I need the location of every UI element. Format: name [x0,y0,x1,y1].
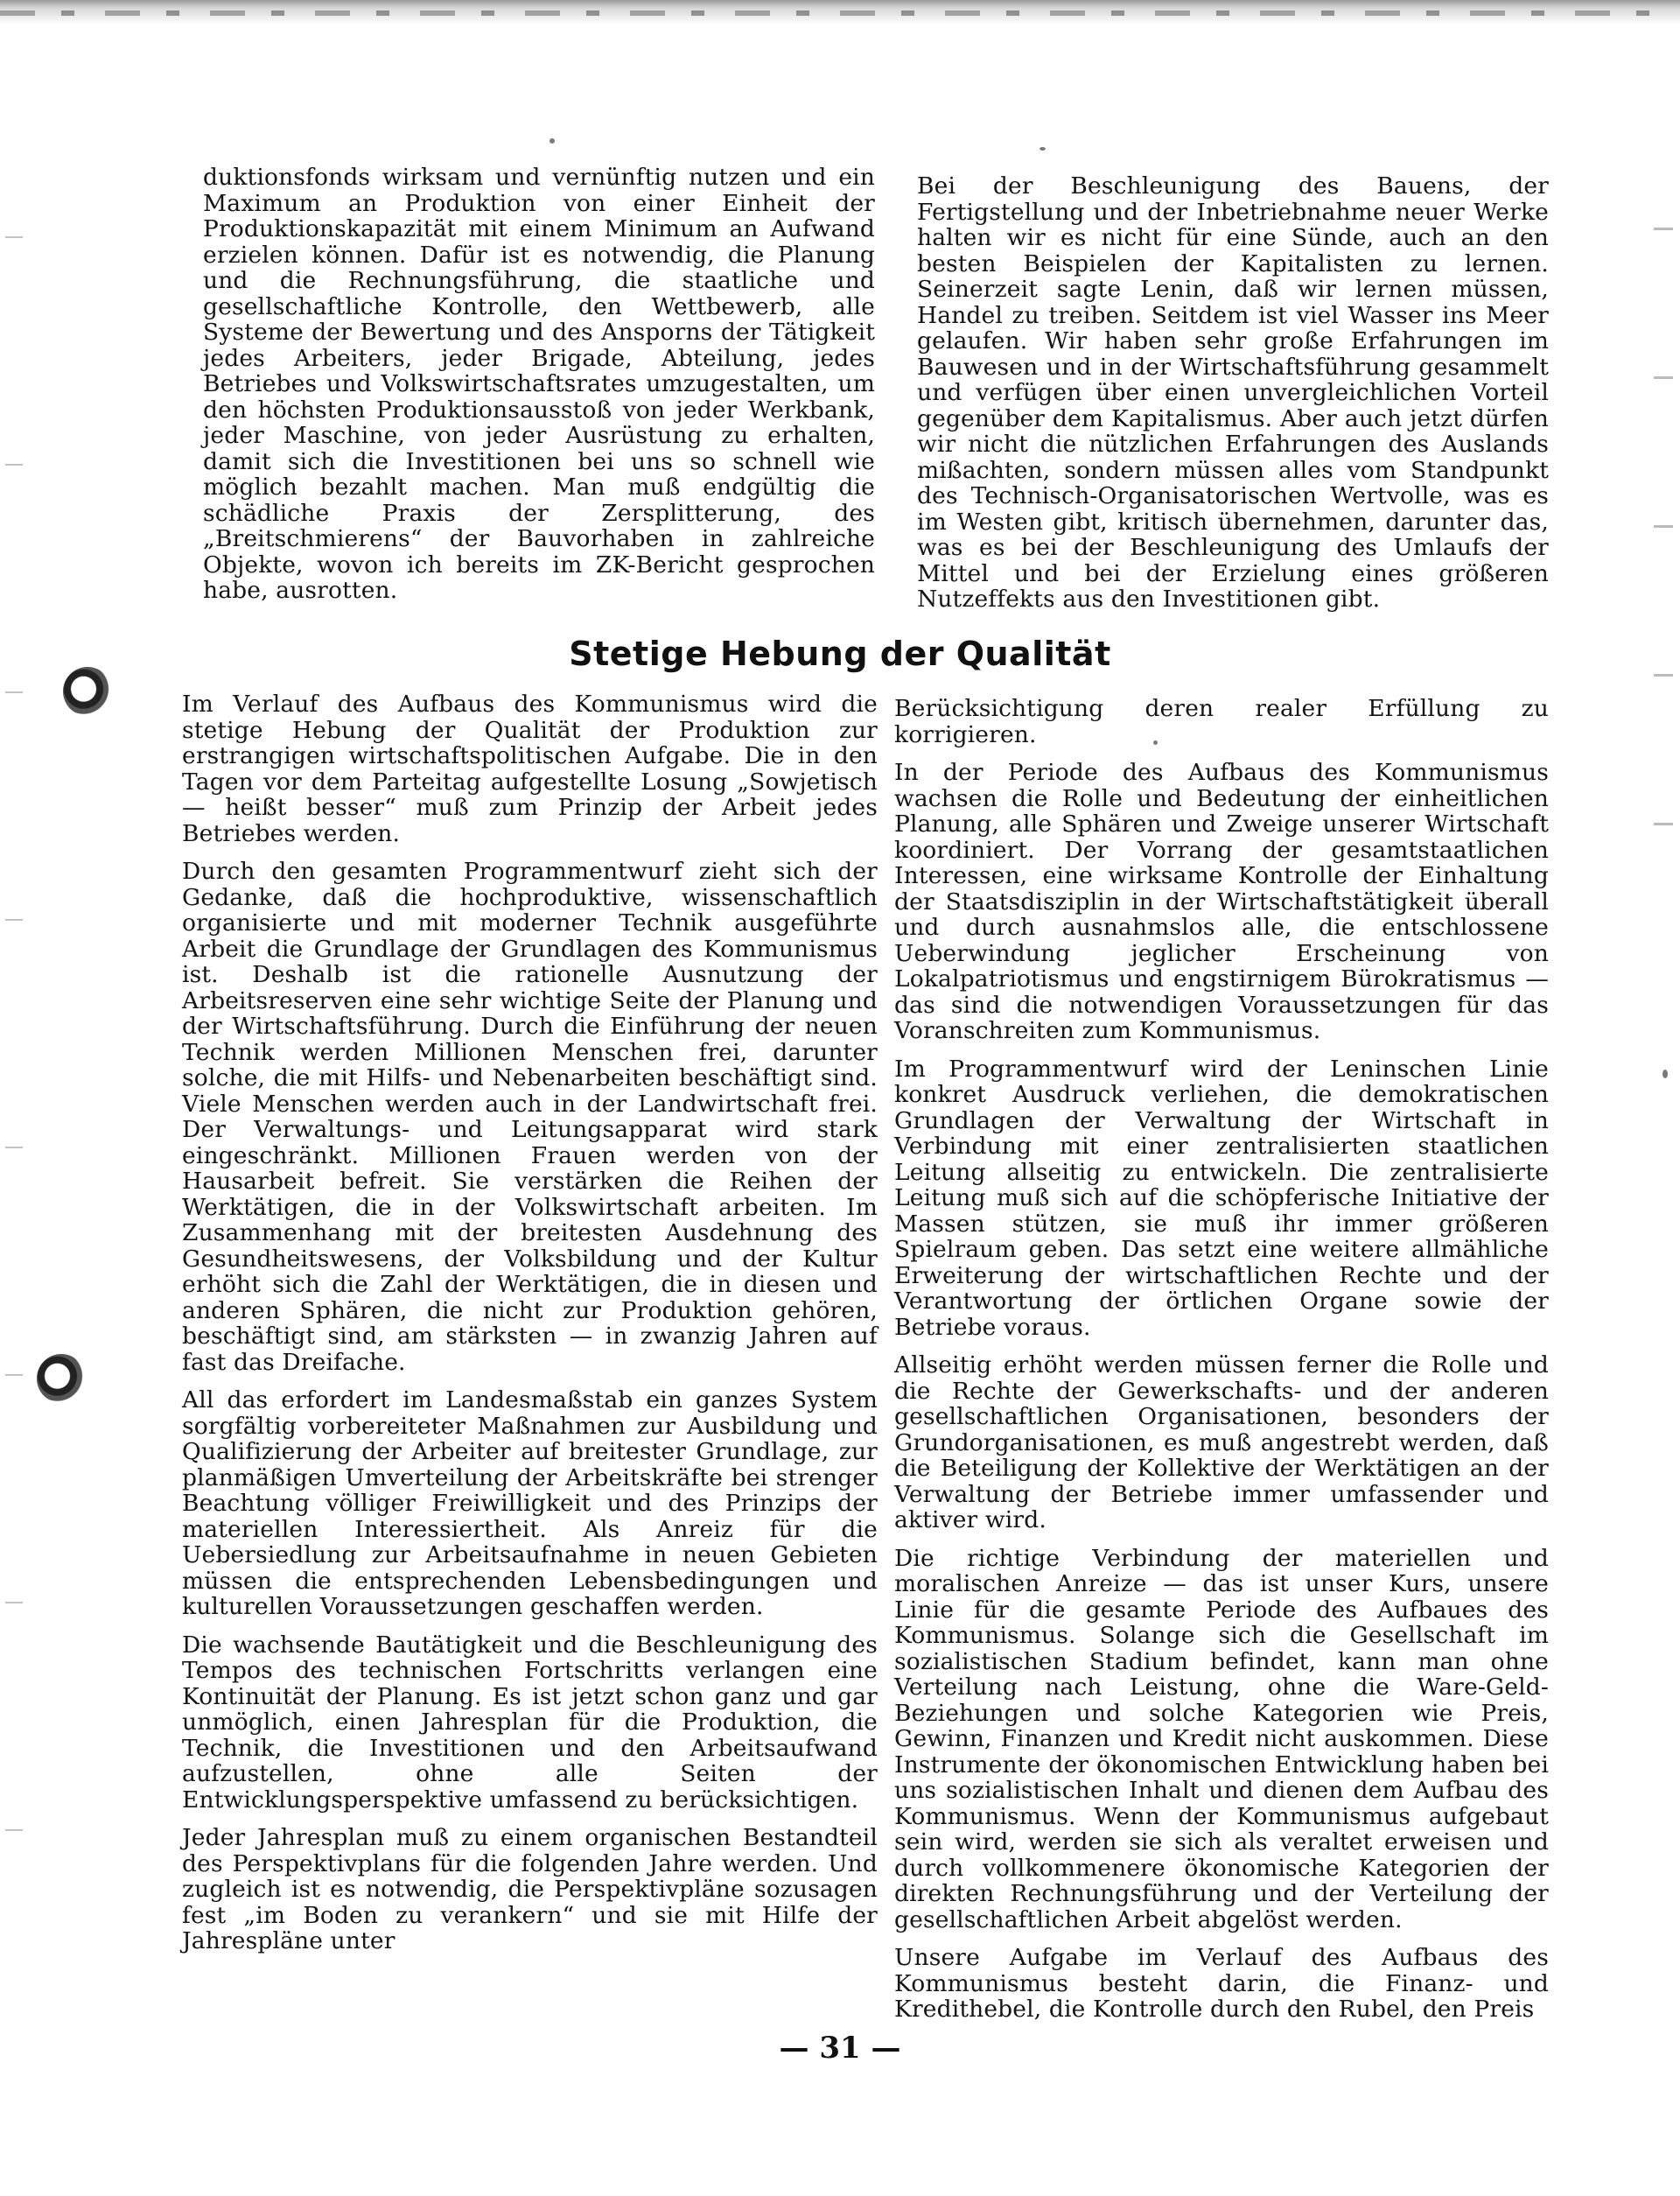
paragraph: Im Verlauf des Aufbaus des Kommunismus wird die stetige Hebung der Qualität der Produktion zur erstrangigen wirtschaftspolitischen Aufgabe. Die in den Tagen vor dem Parteitag aufgestellte Losung „Sowjetisch — heißt besser“ muß zum Prinzip der Arbeit jedes Betriebes werden. [182,691,878,847]
paragraph: duktionsfonds wirksam und vernünftig nutzen und ein Maximum an Produktion von einer Einheit der Produktionskapazität mit einem Minimum an Aufwand erzielen können. Dafür ist es notwendig, die Planung und die Rechnungsführung, die staatliche und gesellschaftliche Kontrolle, den Wettbewerb, alle Systeme der Bewertung und des Ansporns der Tätigkeit jedes Arbeiters, jeder Brigade, Abteilung, jedes Betriebes und Volkswirtschaftsrates umzugestalten, um den höchsten Produktionsausstoß von jeder Werkbank, jeder Maschine, von jeder Ausrüstung zu erhalten, damit sich die Investitionen bei uns so schnell wie möglich bezahlt machen. Man muß endgültig die schädliche Praxis der Zersplitterung, des „Breitschmierens“ der Bauvorhaben in zahlreiche Objekte, wovon ich bereits im ZK-Bericht gesprochen habe, ausrotten. [203,164,875,604]
top-left-column [203,165,875,604]
paragraph: Jeder Jahresplan muß zu einem organischen Bestandteil des Perspektivplans für die folgenden Jahre werden. Und zugleich ist es notwendig, die Perspektivpläne sozusagen fest „im Boden zu verankern“ und sie mit Hilfe der Jahrespläne unter [182,1824,878,1954]
paragraph: Die wachsende Bautätigkeit und die Beschleunigung des Tempos des technischen Fortschritts verlangen eine Kontinuität der Planung. Es ist jetzt schon ganz und gar unmöglich, einen Jahresplan für die Produktion, die Technik, die Investitionen und den Arbeitsaufwand aufzustellen, ohne alle Seiten der Entwicklungsperspektive umfassend zu berücksichtigen. [182,1631,878,1814]
paragraph: Bei der Beschleunigung des Bauens, der Fertigstellung und der Inbetriebnahme neuer Werke halten wir es nicht für eine Sünde, auch an den besten Beispielen der Kapitalisten zu lernen. Seinerzeit sagte Lenin, daß wir lernen müssen, Handel zu treiben. Seitdem ist viel Wasser ins Meer gelaufen. Wir haben sehr große Erfahrungen im Bauwesen und in der Wirtschaftsführung gesammelt und verfügen über einen unvergleichlichen Vorteil gegenüber dem Kapitalismus. Aber auch jetzt dürfen wir nicht die nützlichen Erfahrungen des Auslands mißachten, sondern müssen alles vom Standpunkt des Technisch-Organisatorischen Wertvolle, was es im Westen gibt, kritisch übernehmen, darunter das, was es bei der Beschleunigung des Umlaufs der Mittel und bei der Erzielung eines größeren Nutzeffekts aus den Investitionen gibt. [917,172,1549,613]
paragraph: Die richtige Verbindung der materiellen und moralischen Anreize — das ist unser Kurs, unsere Linie für die gesamte Periode des Aufbaues des Kommunismus. Solange sich die Gesellschaft im sozialistischen Stadium befindet, kann man ohne Verteilung nach Leistung, ohne die Ware-Geld-Beziehungen und solche Kategorien wie Preis, Gewinn, Finanzen und Kredit nicht auskommen. Diese Instrumente der ökonomischen Entwicklung haben bei uns sozialistischen Inhalt und dienen dem Aufbau des Kommunismus. Wenn der Kommunismus aufgebaut sein wird, werden sie sich als veraltet erweisen und durch vollkommenere ökonomische Kategorien der direkten Rechnungsführung und der Verteilung der gesellschaftlichen Arbeit abgelöst werden. [894,1544,1549,1933]
ink-speck [550,138,555,144]
paragraph: Berücksichtigung deren realer Erfüllung zu korrigieren. [894,695,1549,748]
paragraph: In der Periode des Aufbaus des Kommunismus wachsen die Rolle und Bedeutung der einheitlichen Planung, alle Sphären und Zweige unserer Wirtschaft koordiniert. Der Vorrang der gesamtstaatlichen Interessen, eine wirksame Kontrolle der Einhaltung der Staatsdisziplin in der Wirtschaftstätigkeit überall und durch ausnahmslos alle, die entschlossene Ueberwindung jeglicher Erscheinung von Lokalpatriotismus und engstirnigem Bürokratismus — das sind die notwendigen Voraussetzungen für das Voranschreiten zum Kommunismus. [894,759,1549,1044]
main-left-column [182,691,878,1954]
ink-speck [1662,1070,1668,1078]
paragraph: Unsere Aufgabe im Verlauf des Aufbaus des Kommunismus besteht darin, die Finanz- und Kredithebel, die Kontrolle durch den Rubel, den Preis [894,1944,1549,2023]
section-heading: Stetige Hebung der Qualität [569,635,1111,673]
scan-edge-marks [0,11,1680,16]
punch-hole-icon [37,1354,86,1403]
paragraph: All das erfordert im Landesmaßstab ein ganzes System sorgfältig vorbereiteter Maßnahmen zur Ausbildung und Qualifizierung der Arbeiter auf breitester Grundlage, zur planmäßigen Umverteilung der Arbeitskräfte bei strenger Beachtung völliger Freiwilligkeit und des Prinzips der materiellen Interessiertheit. Als Anreiz für die Uebersiedlung zur Arbeitsaufnahme in neuen Gebieten müssen die entsprechenden Lebensbedingungen und kulturellen Voraussetzungen geschaffen werden. [182,1386,878,1620]
main-right-column [894,696,1549,2023]
paragraph: Im Programmentwurf wird der Leninschen Linie konkret Ausdruck verliehen, die demokratischen Grundlagen der Verwaltung der Wirtschaft in Verbindung mit einer zentralisierten staatlichen Leitung allseitig zu entwickeln. Die zentralisierte Leitung muß sich auf die schöpferische Initiative der Massen stützen, sie muß ihr immer größeren Spielraum geben. Das setzt eine weitere allmähliche Erweiterung der wirtschaftlichen Rechte und der Verantwortung der örtlichen Organe sowie der Betriebe voraus. [894,1055,1549,1341]
scan-left-edge-marks [5,114,23,2039]
paragraph: Durch den gesamten Programmentwurf zieht sich der Gedanke, daß die hochproduktive, wissenschaftlich organisierte und mit moderner Technik ausgeführte Arbeit die Grundlage der Grundlagen des Kommunismus ist. Deshalb ist die rationelle Ausnutzung der Arbeitsreserven eine sehr wichtige Seite der Planung und der Wirtschaftsführung. Durch die Einführung der neuen Technik werden Millionen Menschen frei, darunter solche, die mit Hilfs- und Nebenarbeiten beschäftigt sind. Viele Menschen werden auch in der Landwirtschaft frei. Der Verwaltungs- und Leitungsapparat wird stark eingeschränkt. Millionen Frauen werden von der Hausarbeit befreit. Sie verstärken die Reihen der Werktätigen, die in der Volkswirtschaft arbeiten. Im Zusammenhang mit der breitesten Ausdehnung des Gesundheitswesens, der Volksbildung und der Kultur erhöht sich die Zahl der Werktätigen, die in diesen und anderen Sphären, die nicht zur Produktion gehören, beschäftigt sind, am stärksten — in zwanzig Jahren auf fast das Dreifache. [182,858,878,1376]
top-right-column [917,173,1549,613]
ink-speck [1040,147,1046,151]
paragraph: Allseitig erhöht werden müssen ferner die Rolle und die Rechte der Gewerkschafts- und der anderen gesellschaftlichen Organisationen, besonders der Grundorganisationen, es muß angestrebt werden, daß die Beteiligung der Kollektive der Werktätigen an der Verwaltung der Betriebe immer umfassender und aktiver wird. [894,1351,1549,1533]
page-number: — 31 — [779,2031,901,2066]
scan-right-edge-marks [1654,131,1673,919]
punch-hole-icon [63,667,112,716]
